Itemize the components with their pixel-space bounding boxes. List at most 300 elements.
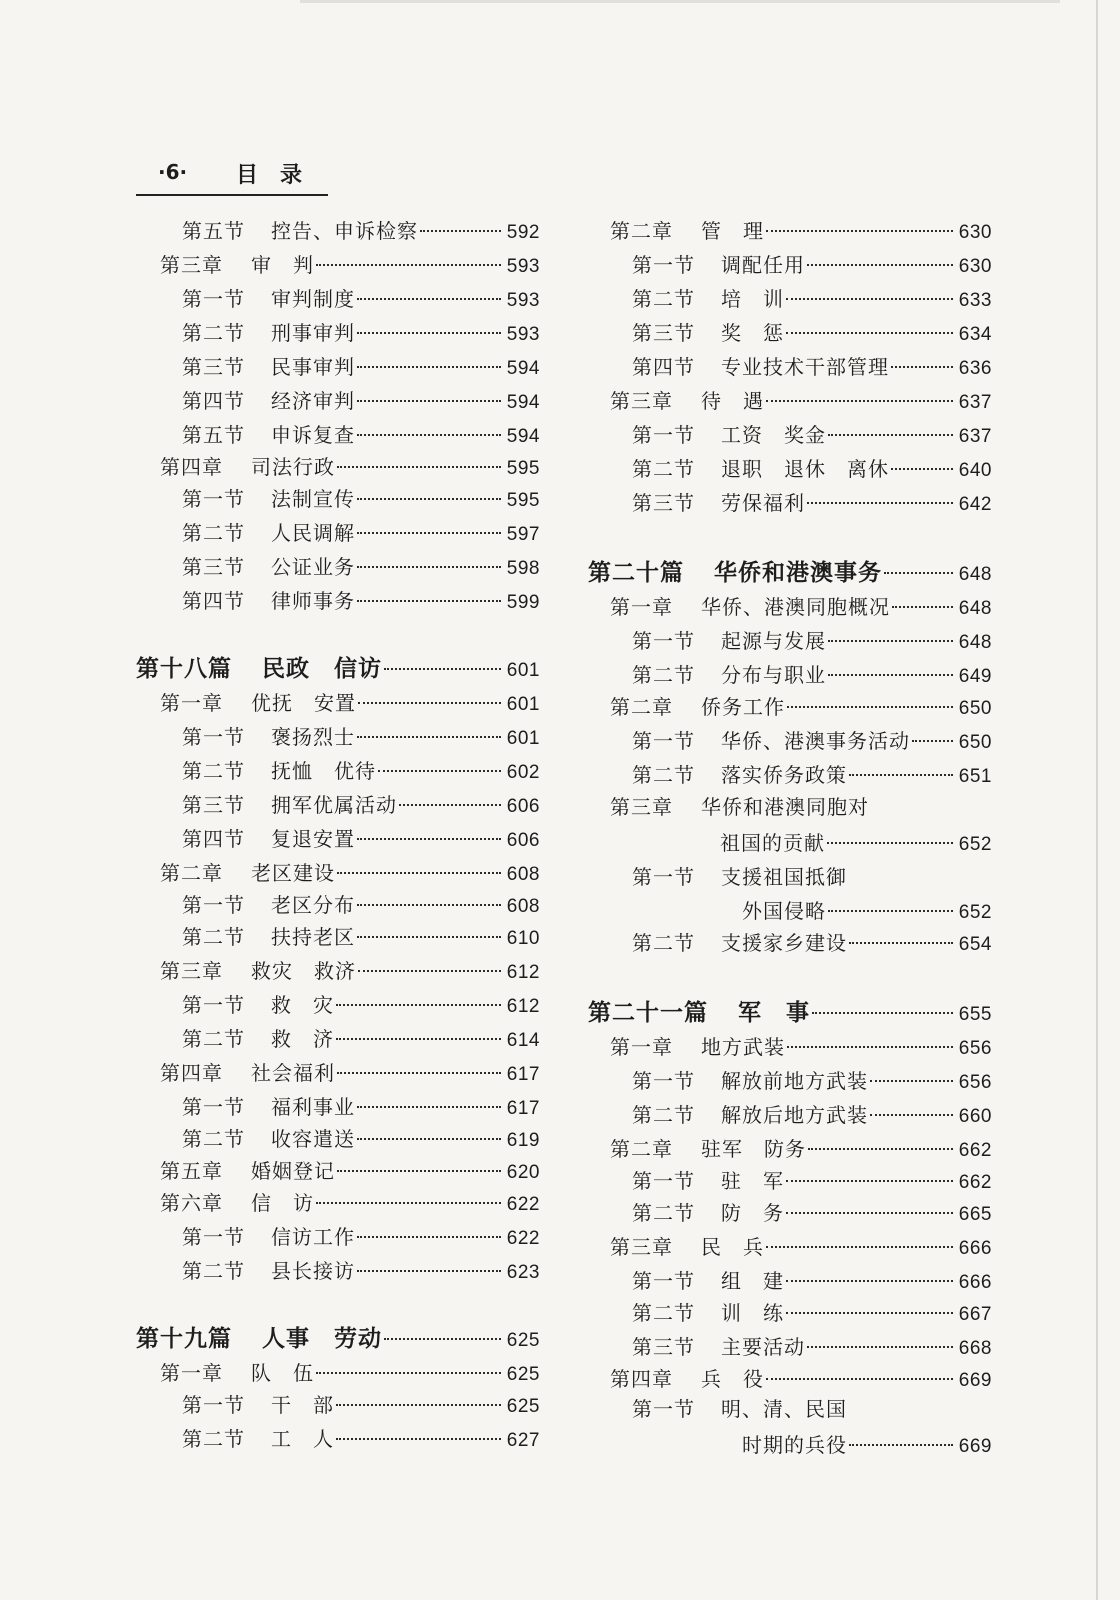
toc-entry-chapter [160,1058,540,1088]
toc-entry-page: 620 [506,1162,540,1183]
toc-entry-label: 第十九篇 [136,1326,232,1352]
toc-entry-title: 外国侵略 [742,899,826,923]
toc-entry-page: 608 [506,864,540,885]
toc-entry-page: 625 [506,1364,540,1385]
dot-leader [357,736,501,738]
dot-leader [828,640,953,642]
toc-entry-part [136,654,540,684]
dot-leader [870,1114,953,1116]
page-number: ·6· [158,160,188,184]
dot-leader [336,1404,501,1406]
toc-entry-page: 597 [506,524,540,545]
toc-entry-page: 622 [506,1194,540,1215]
page-title: 目录 [236,163,325,188]
toc-entry-chapter [610,592,992,622]
toc-entry-label: 第二节 [182,1027,245,1051]
dot-leader [766,230,953,232]
toc-entry-label: 第一节 [632,423,695,447]
toc-entry-label: 第一节 [182,287,245,311]
dot-leader [766,1378,953,1380]
toc-entry-label: 第一节 [182,893,245,917]
toc-entry-label: 第四节 [632,355,695,379]
toc-entry-section [632,626,992,656]
toc-entry-label: 第一节 [632,1169,695,1193]
toc-entry-chapter [610,1032,992,1062]
toc-entry-label: 第一节 [182,725,245,749]
dot-leader [828,434,953,436]
dot-leader [357,936,501,938]
toc-entry-title: 申诉复查 [271,423,355,447]
toc-entry-title: 人民调解 [271,521,355,545]
toc-entry-label: 第三章 [160,253,223,277]
toc-entry-label: 第二章 [610,695,673,719]
toc-entry-title: 驻军 防务 [701,1137,806,1161]
toc-entry-cont [720,828,992,858]
dot-leader [849,942,953,944]
toc-entry-section [632,318,992,348]
toc-entry-section [182,420,540,450]
toc-entry-section [182,756,540,786]
toc-entry-label: 第三节 [182,355,245,379]
toc-entry-label: 第一节 [182,1225,245,1249]
toc-entry-label: 第二节 [632,287,695,311]
toc-entry-section [632,352,992,382]
toc-entry-page: 623 [506,1262,540,1283]
toc-entry-page: 666 [958,1272,992,1293]
toc-entry-section [182,922,540,952]
toc-entry-page: 617 [506,1098,540,1119]
dot-leader [828,674,953,676]
toc-entry-section [632,1298,992,1328]
toc-entry-title: 训 练 [721,1301,784,1325]
toc-entry-label: 第二节 [182,521,245,545]
toc-entry-label: 第四章 [160,455,223,479]
toc-entry-page: 601 [506,728,540,749]
toc-entry-chapter [610,692,992,722]
toc-entry-section [632,660,992,690]
toc-entry-page: 627 [506,1430,540,1451]
toc-entry-label: 第四章 [610,1367,673,1391]
toc-entry-label: 第三章 [610,389,673,413]
toc-entry-title: 老区建设 [251,861,335,885]
toc-entry-title: 复退安置 [271,827,355,851]
dot-leader [337,466,501,468]
toc-entry-chapter [610,1232,992,1262]
toc-entry-title: 拥军优属活动 [271,793,397,817]
toc-entry-label: 第二节 [182,1259,245,1283]
toc-entry-page: 648 [958,598,992,619]
dot-leader [807,1346,953,1348]
dot-leader [828,910,953,912]
toc-entry-label: 第一章 [160,691,223,715]
toc-entry-label: 第四节 [182,827,245,851]
dot-leader [357,600,501,602]
toc-entry-page: 630 [958,222,992,243]
toc-entry-label: 第一节 [632,1397,695,1421]
toc-entry-label: 第三节 [632,321,695,345]
toc-entry-chapter [160,1358,540,1388]
dot-leader [827,842,953,844]
toc-entry-label: 第一节 [182,993,245,1017]
toc-entry-label: 第二节 [182,759,245,783]
toc-entry-section [182,518,540,548]
dot-leader [316,1202,501,1204]
toc-entry-title: 落实侨务政策 [721,763,847,787]
toc-entry-page: 592 [506,222,540,243]
toc-entry-page: 606 [506,830,540,851]
toc-entry-page: 599 [506,592,540,613]
toc-entry-page: 650 [958,732,992,753]
toc-entry-page: 666 [958,1238,992,1259]
toc-entry-part [136,1324,540,1354]
dot-leader [787,706,953,708]
dot-leader [912,740,953,742]
toc-entry-page: 668 [958,1338,992,1359]
toc-entry-section [182,552,540,582]
toc-entry-title: 主要活动 [721,1335,805,1359]
toc-entry-page: 630 [958,256,992,277]
toc-entry-label: 第一节 [632,1069,695,1093]
toc-entry-label: 第一节 [632,729,695,753]
toc-entry-page: 617 [506,1064,540,1085]
toc-entry-label: 第三章 [160,959,223,983]
toc-entry-title: 刑事审判 [271,321,355,345]
toc-entry-page: 610 [506,928,540,949]
dot-leader [807,502,953,504]
toc-entry-section [632,488,992,518]
dot-leader [807,264,953,266]
toc-entry-title: 控告、申诉检察 [271,219,418,243]
dot-leader [786,1312,953,1314]
toc-entry-title: 华侨和港澳同胞对 [701,795,869,819]
toc-entry-title: 审 判 [251,253,314,277]
toc-entry-title: 支援家乡建设 [721,931,847,955]
dot-leader [357,498,501,500]
toc-entry-section [632,862,992,892]
toc-entry-label: 第四节 [182,389,245,413]
toc-entry-page: 595 [506,458,540,479]
toc-entry-title: 民事审判 [271,355,355,379]
toc-entry-chapter [610,1364,992,1394]
toc-entry-title: 抚恤 优待 [271,759,376,783]
toc-entry-title: 队 伍 [251,1361,314,1385]
toc-entry-part [588,998,992,1028]
toc-entry-page: 594 [506,426,540,447]
toc-entry-page: 634 [958,324,992,345]
toc-entry-section [182,790,540,820]
toc-entry-label: 第二十一篇 [588,1000,708,1026]
toc-entry-section [182,1390,540,1420]
toc-entry-page: 648 [958,632,992,653]
toc-entry-title: 信 访 [251,1191,314,1215]
toc-entry-label: 第一节 [182,1393,245,1417]
toc-entry-page: 608 [506,896,540,917]
toc-entry-page: 656 [958,1072,992,1093]
toc-entry-page: 598 [506,558,540,579]
toc-entry-title: 信访工作 [271,1225,355,1249]
toc-entry-page: 651 [958,766,992,787]
dot-leader [384,668,501,670]
toc-entry-page: 594 [506,358,540,379]
toc-entry-title: 待 遇 [701,389,764,413]
dot-leader [399,804,501,806]
toc-entry-title: 调配任用 [721,253,805,277]
toc-entry-title: 时期的兵役 [742,1433,847,1457]
toc-entry-title: 律师事务 [271,589,355,613]
toc-entry-label: 第三节 [182,555,245,579]
dot-leader [891,366,953,368]
dot-leader [357,1236,501,1238]
toc-entry-label: 第五节 [182,423,245,447]
toc-entry-page: 612 [506,996,540,1017]
toc-entry-chapter [160,1156,540,1186]
toc-entry-label: 第五章 [160,1159,223,1183]
toc-entry-chapter [160,452,540,482]
toc-entry-section [182,352,540,382]
toc-entry-label: 第一节 [632,1269,695,1293]
dot-leader [316,264,501,266]
toc-entry-title: 支援祖国抵御 [721,865,847,889]
toc-entry-title: 分布与职业 [721,663,826,687]
dot-leader [336,1038,501,1040]
toc-entry-title: 组 建 [721,1269,784,1293]
toc-entry-section [182,890,540,920]
toc-entry-section [632,250,992,280]
toc-entry-label: 第二节 [632,1103,695,1127]
toc-entry-title: 扶持老区 [271,925,355,949]
toc-entry-page: 595 [506,490,540,511]
toc-entry-label: 第四章 [160,1061,223,1085]
toc-entry-page: 660 [958,1106,992,1127]
toc-entry-title: 人事 劳动 [262,1326,382,1352]
dot-leader [336,1004,501,1006]
toc-entry-title: 华侨、港澳同胞概况 [701,595,890,619]
toc-entry-label: 第三节 [632,1335,695,1359]
toc-entry-label: 第二节 [632,1201,695,1225]
toc-entry-page: 649 [958,666,992,687]
toc-entry-page: 594 [506,392,540,413]
toc-entry-label: 第二章 [610,1137,673,1161]
toc-entry-page: 642 [958,494,992,515]
toc-entry-title: 法制宣传 [271,487,355,511]
toc-entry-title: 审判制度 [271,287,355,311]
dot-leader [337,1072,501,1074]
toc-entry-title: 培 训 [721,287,784,311]
dot-leader [884,572,953,574]
dot-leader [420,230,501,232]
toc-entry-page: 625 [506,1396,540,1417]
toc-entry-title: 社会福利 [251,1061,335,1085]
toc-entry-label: 第二十篇 [588,560,684,586]
toc-entry-section [632,1100,992,1130]
dot-leader [786,1280,953,1282]
toc-entry-title: 救 济 [271,1027,334,1051]
toc-entry-section [182,1222,540,1252]
toc-entry-chapter [160,1188,540,1218]
dot-leader [337,1170,501,1172]
toc-entry-page: 612 [506,962,540,983]
toc-entry-page: 614 [506,1030,540,1051]
toc-entry-label: 第六章 [160,1191,223,1215]
toc-entry-label: 第三节 [182,793,245,817]
toc-entry-chapter [610,792,992,822]
toc-entry-page: 633 [958,290,992,311]
toc-entry-label: 第一节 [632,253,695,277]
toc-entry-title: 民 兵 [701,1235,764,1259]
dot-leader [357,532,501,534]
toc-entry-title: 经济审判 [271,389,355,413]
dot-leader [786,1212,953,1214]
toc-entry-section [182,484,540,514]
dot-leader [357,1138,501,1140]
toc-entry-title: 侨务工作 [701,695,785,719]
dot-leader [337,872,501,874]
toc-entry-page: 662 [958,1140,992,1161]
toc-entry-page: 622 [506,1228,540,1249]
toc-entry-label: 第一节 [632,865,695,889]
dot-leader [357,366,501,368]
toc-entry-label: 第二节 [632,457,695,481]
toc-entry-section [182,1256,540,1286]
toc-entry-page: 619 [506,1130,540,1151]
toc-entry-title: 明、清、民国 [721,1397,847,1421]
toc-entry-page: 655 [958,1004,992,1025]
toc-entry-page: 652 [958,902,992,923]
toc-entry-title: 军 事 [738,1000,810,1026]
dot-leader [891,468,953,470]
toc-entry-title: 管 理 [701,219,764,243]
toc-entry-title: 解放前地方武装 [721,1069,868,1093]
toc-entry-label: 第一章 [160,1361,223,1385]
toc-entry-page: 640 [958,460,992,481]
toc-entry-title: 祖国的贡献 [720,831,825,855]
toc-entry-title: 工 人 [271,1427,334,1451]
toc-entry-page: 669 [958,1370,992,1391]
toc-entry-section [182,722,540,752]
toc-entry-page: 601 [506,660,540,681]
toc-entry-page: 654 [958,934,992,955]
dot-leader [808,1148,953,1150]
toc-entry-section [182,1024,540,1054]
toc-entry-title: 华侨和港澳事务 [714,560,882,586]
toc-entry-section [632,1198,992,1228]
toc-entry-label: 第二节 [632,663,695,687]
dot-leader [358,970,501,972]
toc-entry-page: 665 [958,1204,992,1225]
toc-entry-title: 司法行政 [251,455,335,479]
toc-entry-title: 老区分布 [271,893,355,917]
toc-entry-page: 650 [958,698,992,719]
toc-entry-section [182,318,540,348]
toc-entry-label: 第二节 [632,763,695,787]
toc-entry-title: 华侨、港澳事务活动 [721,729,910,753]
toc-entry-cont2 [742,1430,992,1460]
toc-entry-section [632,454,992,484]
toc-entry-section [632,1166,992,1196]
toc-entry-label: 第一章 [610,1035,673,1059]
dot-leader [870,1080,953,1082]
toc-entry-section [632,726,992,756]
toc-entry-page: 636 [958,358,992,379]
toc-entry-label: 第四节 [182,589,245,613]
toc-entry-chapter [160,250,540,280]
toc-entry-section [632,1066,992,1096]
toc-entry-section [632,928,992,958]
toc-entry-title: 收容遣送 [271,1127,355,1151]
toc-entry-label: 第二节 [632,1301,695,1325]
dot-leader [787,1046,953,1048]
toc-entry-page: 601 [506,694,540,715]
dot-leader [849,1444,953,1446]
dot-leader [336,1438,501,1440]
toc-entry-title: 奖 惩 [721,321,784,345]
page-edge [1096,0,1098,1600]
toc-entry-cont2 [742,896,992,926]
toc-entry-chapter [160,956,540,986]
toc-entry-title: 退职 退休 离休 [721,457,889,481]
toc-entry-title: 兵 役 [701,1367,764,1391]
dot-leader [384,1338,501,1340]
toc-entry-section [182,1424,540,1454]
scan-edge [300,0,1060,3]
toc-entry-label: 第二节 [632,931,695,955]
page-header [136,158,328,196]
toc-entry-section [182,1092,540,1122]
dot-leader [849,774,953,776]
toc-entry-section [632,760,992,790]
toc-entry-title: 县长接访 [271,1259,355,1283]
toc-entry-page: 593 [506,324,540,345]
toc-entry-title: 褒扬烈士 [271,725,355,749]
toc-entry-section [182,586,540,616]
toc-entry-label: 第二节 [182,321,245,345]
toc-entry-label: 第三章 [610,795,673,819]
toc-entry-page: 662 [958,1172,992,1193]
toc-entry-title: 公证业务 [271,555,355,579]
dot-leader [378,770,501,772]
toc-entry-title: 工资 奖金 [721,423,826,447]
toc-entry-section [182,990,540,1020]
toc-entry-part [588,558,992,588]
dot-leader [357,1270,501,1272]
toc-entry-label: 第二章 [610,219,673,243]
toc-entry-section [632,1394,992,1424]
dot-leader [358,702,501,704]
toc-entry-page: 648 [958,564,992,585]
toc-entry-title: 干 部 [271,1393,334,1417]
dot-leader [812,1012,953,1014]
toc-entry-title: 起源与发展 [721,629,826,653]
toc-entry-page: 606 [506,796,540,817]
toc-entry-section [182,216,540,246]
dot-leader [357,298,501,300]
toc-entry-label: 第一章 [610,595,673,619]
toc-entry-section [182,386,540,416]
toc-entry-page: 652 [958,834,992,855]
dot-leader [357,1106,501,1108]
dot-leader [786,1180,953,1182]
dot-leader [357,838,501,840]
toc-entry-label: 第一节 [632,629,695,653]
toc-entry-section [182,1124,540,1154]
dot-leader [766,1246,953,1248]
dot-leader [766,400,953,402]
toc-entry-label: 第二节 [182,925,245,949]
toc-entry-page: 637 [958,392,992,413]
toc-entry-label: 第二节 [182,1127,245,1151]
toc-entry-section [632,1332,992,1362]
toc-entry-label: 第十八篇 [136,656,232,682]
